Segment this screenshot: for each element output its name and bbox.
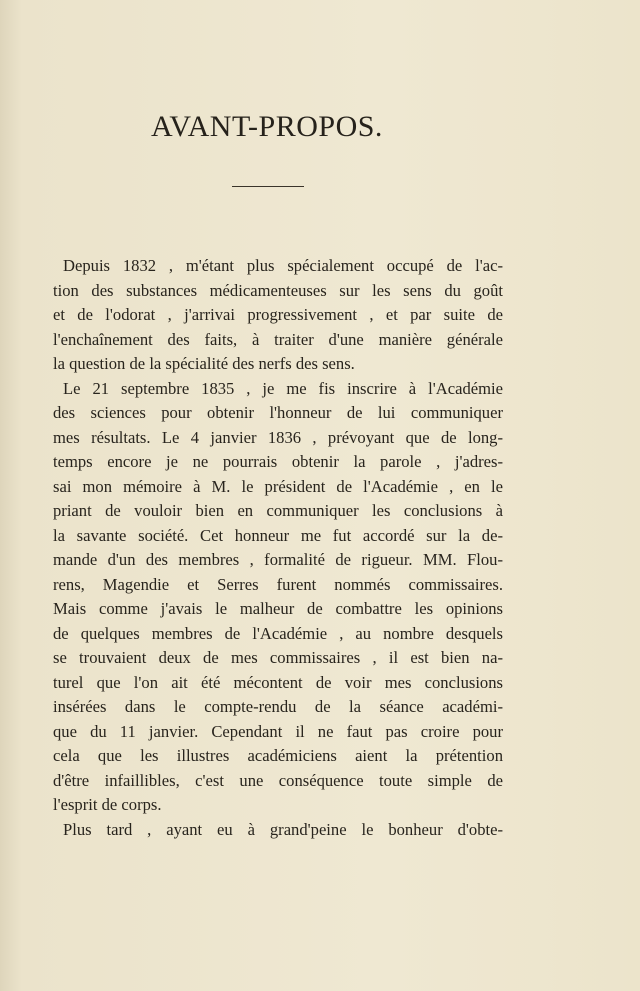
text-line: insérées dans le compte-rendu de la séance académi-: [53, 697, 503, 716]
text-line: Mais comme j'avais le malheur de combattre les opinions: [53, 599, 503, 618]
paragraph: [53, 254, 503, 377]
text-line: rens, Magendie et Serres furent nommés commissaires.: [53, 574, 503, 594]
text-line: l'enchaînement des faits, à traiter d'une manière générale: [53, 329, 503, 349]
page-title: AVANT-PROPOS.: [151, 110, 383, 143]
text-line: temps encore je ne pourrais obtenir la parole , j'adres-: [53, 452, 503, 471]
text-line: l'esprit de corps.: [53, 795, 162, 814]
text-line: mes résultats. Le 4 janvier 1836 , prévoyant que de long-: [53, 427, 503, 447]
title-divider: [232, 186, 304, 187]
text-line: cela que les illustres académiciens aient la prétention: [53, 746, 503, 765]
paragraph: [53, 818, 503, 843]
text-line: et de l'odorat , j'arrivai progressivement , et par suite de: [53, 305, 503, 324]
text-line: Plus tard , ayant eu à grand'peine le bonheur d'obte-: [63, 819, 503, 839]
text-line: d'être infaillibles, c'est une conséquence toute simple de: [53, 770, 503, 790]
text-line: turel que l'on ait été mécontent de voir mes conclusions: [53, 672, 503, 692]
body-text: [53, 254, 503, 842]
text-line: la savante société. Cet honneur me fut accordé sur la de-: [53, 525, 503, 545]
text-line: sai mon mémoire à M. le président de l'Académie , en le: [53, 476, 503, 496]
text-line: tion des substances médicamenteuses sur les sens du goût: [53, 280, 503, 300]
text-line: que du 11 janvier. Cependant il ne faut pas croire pour: [53, 721, 503, 741]
text-line: des sciences pour obtenir l'honneur de lui communiquer: [53, 403, 503, 422]
text-line: mande d'un des membres , formalité de rigueur. MM. Flou-: [53, 550, 503, 569]
paragraph: [53, 377, 503, 818]
text-line: Le 21 septembre 1835 , je me fis inscrire à l'Académie: [63, 378, 503, 398]
text-line: se trouvaient deux de mes commissaires , il est bien na-: [53, 648, 503, 667]
text-line: Depuis 1832 , m'étant plus spécialement occupé de l'ac-: [63, 256, 503, 275]
text-line: la question de la spécialité des nerfs des sens.: [53, 354, 355, 373]
text-line: priant de vouloir bien en communiquer les conclusions à: [53, 501, 503, 520]
text-line: de quelques membres de l'Académie , au nombre desquels: [53, 623, 503, 643]
